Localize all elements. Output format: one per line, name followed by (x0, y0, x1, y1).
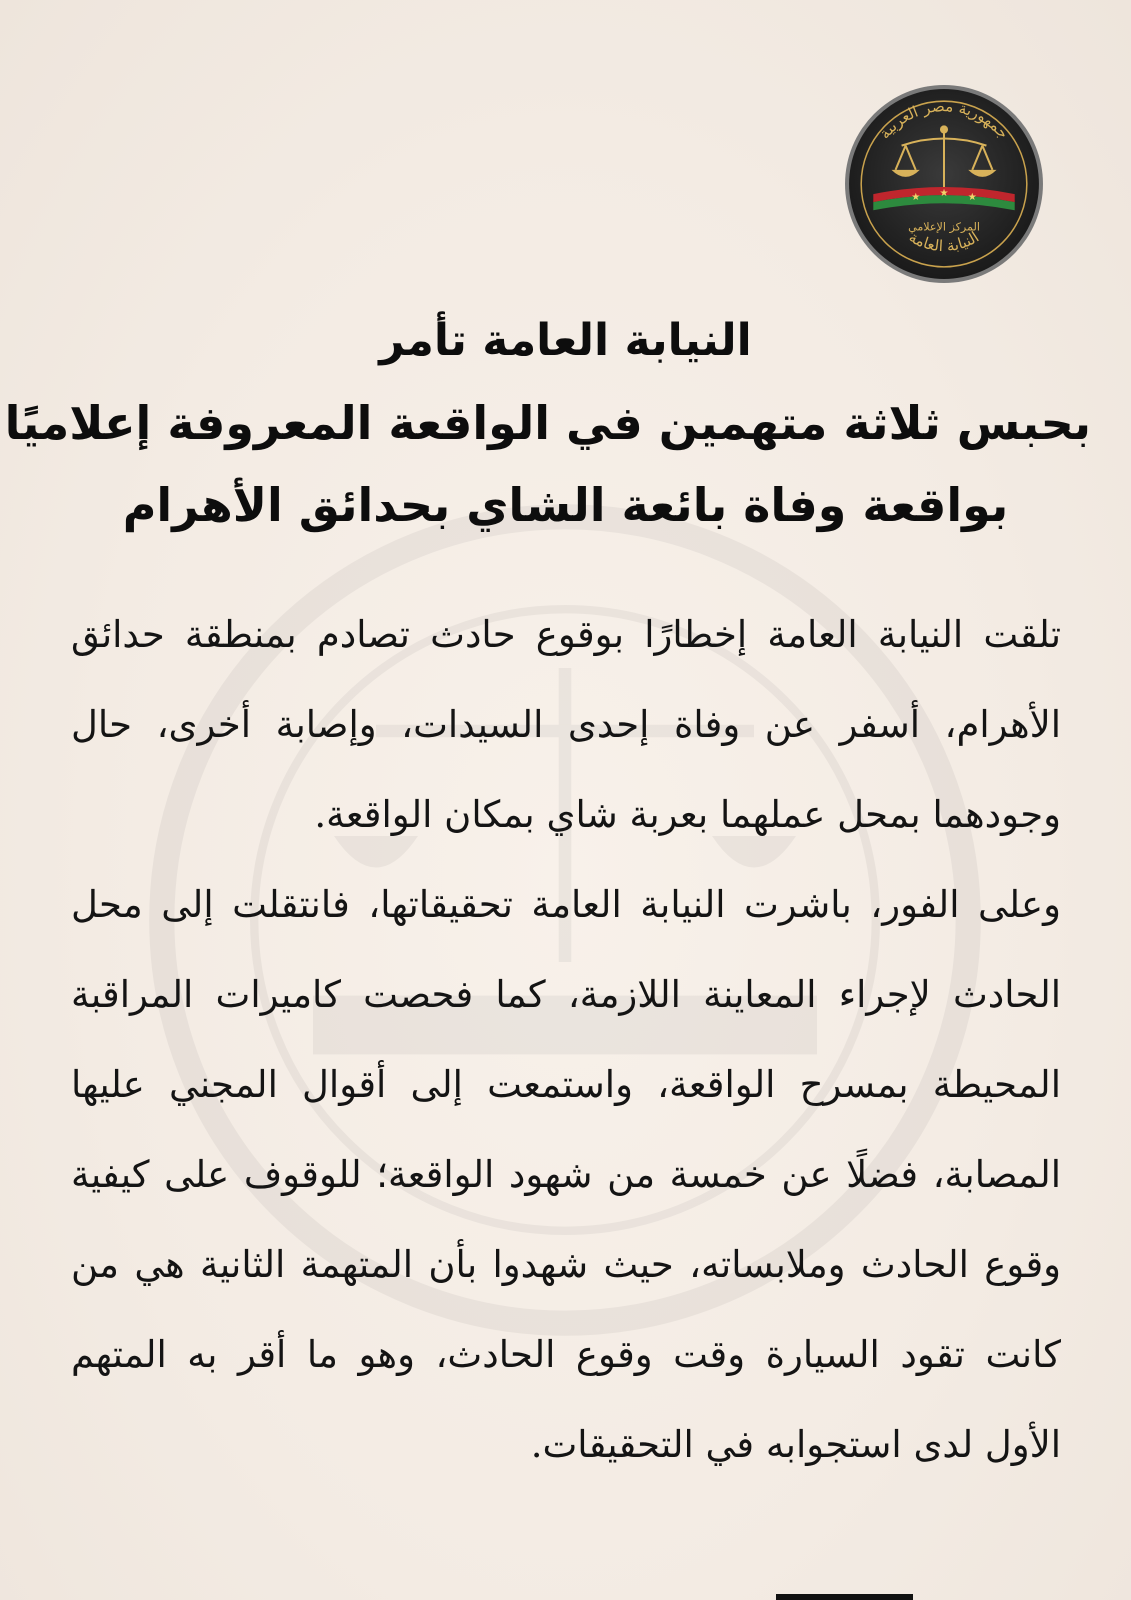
public-prosecution-seal-icon (843, 83, 1045, 285)
headline-line-3: بواقعة وفاة بائعة الشاي بحدائق الأهرام (122, 478, 1009, 532)
headline-line-1: النيابة العامة تأمر (379, 315, 752, 366)
svg-text:★: ★ (967, 192, 977, 204)
paragraph-1: تلقت النيابة العامة إخطارًا بوقوع حادث تصادم بمنطقة حدائق الأهرام، أسفر عن وفاة إحدى السيدات، وإصابة أخرى، حال وجودهما بمحل عملهما بعربة شاي بمكان الواقعة. (71, 613, 1061, 836)
seal-ring-text: جمهورية مصر العربية (875, 97, 1013, 143)
bottom-edge-bar (776, 1594, 913, 1600)
paragraph-2: وعلى الفور، باشرت النيابة العامة تحقيقاتها، فانتقلت إلى محل الحادث لإجراء المعاينة اللازمة، كما فحصت كاميرات المراقبة المحيطة بمسرح الواقعة، واستمعت إلى أقوال المجني عليها المصابة، فضلًا عن خمسة من شهود الواقعة؛ للوقوف على كيفية وقوع الحادث وملابساته، حيث شهدوا بأن المتهمة الثانية هي من كانت تقود السيارة وقت وقوع الحادث، وهو ما أقر به المتهم الأول لدى استجوابه في التحقيقات. (71, 883, 1061, 1466)
seal-inner-text-2: النيابة العامة (905, 227, 983, 256)
seal-inner-text-1: المركز الإعلامي (908, 220, 980, 234)
headline (4, 300, 1091, 546)
statement-body (71, 590, 1061, 1490)
svg-text:★: ★ (911, 192, 921, 204)
svg-text:★: ★ (939, 188, 949, 200)
headline-line-2: بحبس ثلاثة متهمين في الواقعة المعروفة إعلاميًا (4, 396, 1091, 450)
